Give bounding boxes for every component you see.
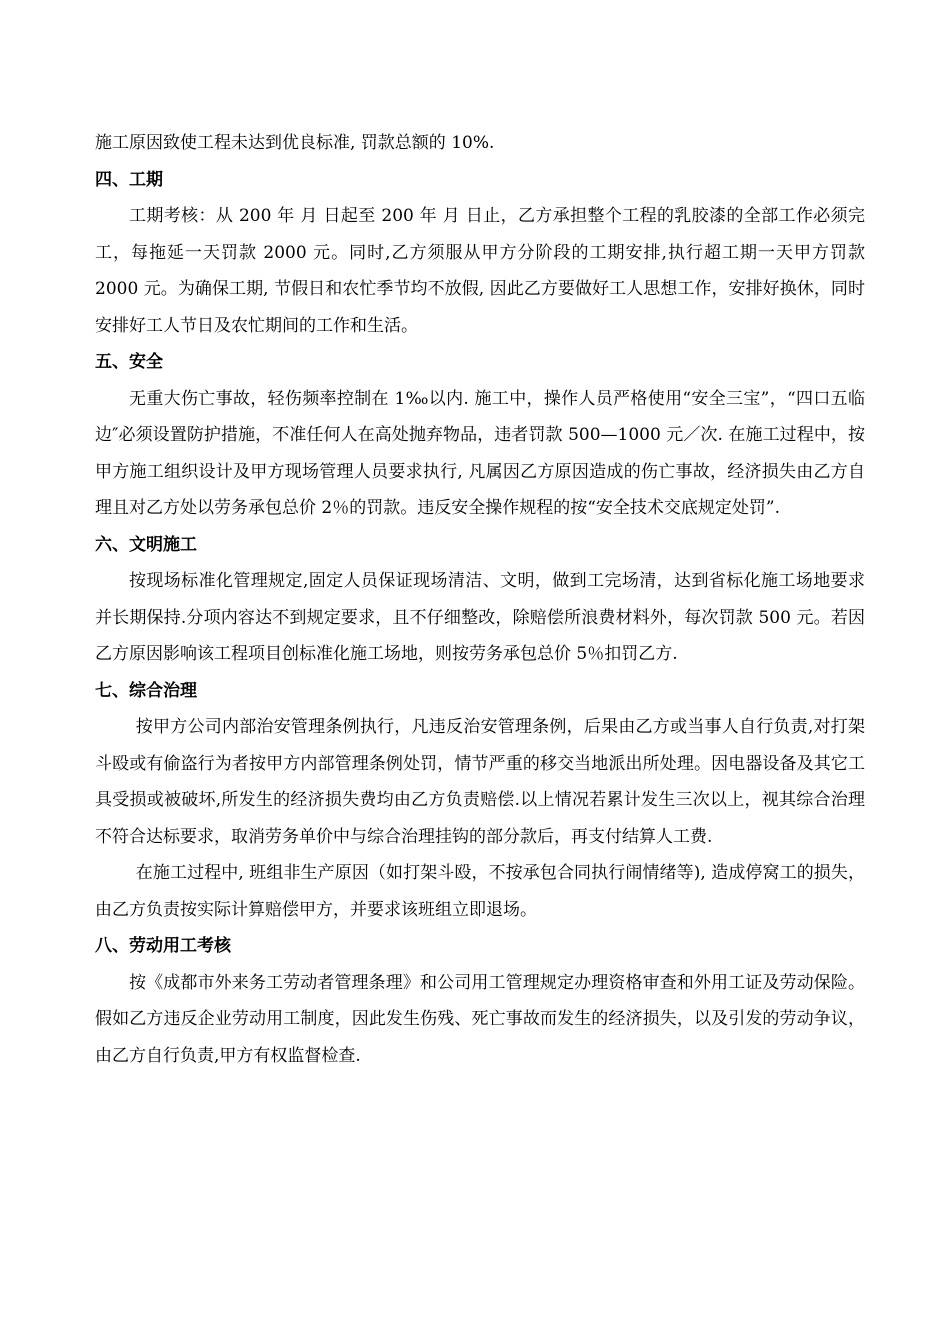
section-heading-governance: 七、综合治理: [95, 680, 197, 701]
intro-paragraph: 施工原因致使工程未达到优良标准, 罚款总额的 10%.: [95, 133, 495, 153]
document-page: [95, 125, 865, 1074]
schedule-paragraph: 工期考核：从 200 年 月 日起至 200 年 月 日止，乙方承担整个工程的乳胶漆的全部工作必须完工，每拖延一天罚款 2000 元。同时,乙方须服从甲方分阶段的工期安排,执行超工期一天甲方罚款 2000 元。为确保工期, 节假日和农忙季节均不放假, 因此乙方要做好工人思想工作，安排好换休，同时安排好工人节日及农忙期间的工作和生活。: [95, 206, 865, 336]
governance-paragraph-2: 在施工过程中, 班组非生产原因（如打架斗殴，不按承包合同执行闹情绪等), 造成停窝工的损失，由乙方负责按实际计算赔偿甲方，并要求该班组立即退场。: [95, 863, 865, 920]
section-heading-labor: 八、劳动用工考核: [95, 936, 231, 956]
section-heading-civilized: 六、文明施工: [95, 534, 197, 555]
civilized-paragraph: 按现场标准化管理规定,固定人员保证现场清洁、文明，做到工完场清，达到省标化施工场地要求并长期保持.分项内容达不到规定要求，且不仔细整改，除赔偿所浪费材料外，每次罚款 500 元。若因乙方原因影响该工程项目创标准化施工场地，则按劳务承包总价 5％扣罚乙方.: [95, 571, 865, 664]
safety-paragraph: 无重大伤亡事故，轻伤频率控制在 1‰以内. 施工中，操作人员严格使用“安全三宝”，“四口五临边″必须设置防护措施，不准任何人在高处抛弃物品，违者罚款 500—1000 元／次. 在施工过程中，按甲方施工组织设计及甲方现场管理人员要求执行, 凡属因乙方原因造成的伤亡事故，经济损失由乙方自理且对乙方处以劳务承包总价 2％的罚款。违反安全操作规程的按“安全技术交底规定处罚”.: [95, 388, 865, 518]
section-heading-schedule: 四、工期: [95, 169, 163, 190]
section-heading-safety: 五、安全: [95, 352, 163, 372]
governance-paragraph-1: 按甲方公司内部治安管理条例执行，凡违反治安管理条例，后果由乙方或当事人自行负责,对打架斗殴或有偷盗行为者按甲方内部管理条例处罚，情节严重的移交当地派出所处理。因电器设备及其它工具受损或被破坏,所发生的经济损失费均由乙方负责赔偿.以上情况若累计发生三次以上，视其综合治理不符合达标要求，取消劳务单价中与综合治理挂钩的部分款后，再支付结算人工费.: [95, 717, 865, 847]
labor-paragraph: 按《成都市外来务工劳动者管理条理》和公司用工管理规定办理资格审查和外用工证及劳动保险。假如乙方违反企业劳动用工制度，因此发生伤残、死亡事故而发生的经济损失，以及引发的劳动争议，由乙方自行负责,甲方有权监督检查.: [95, 972, 865, 1066]
